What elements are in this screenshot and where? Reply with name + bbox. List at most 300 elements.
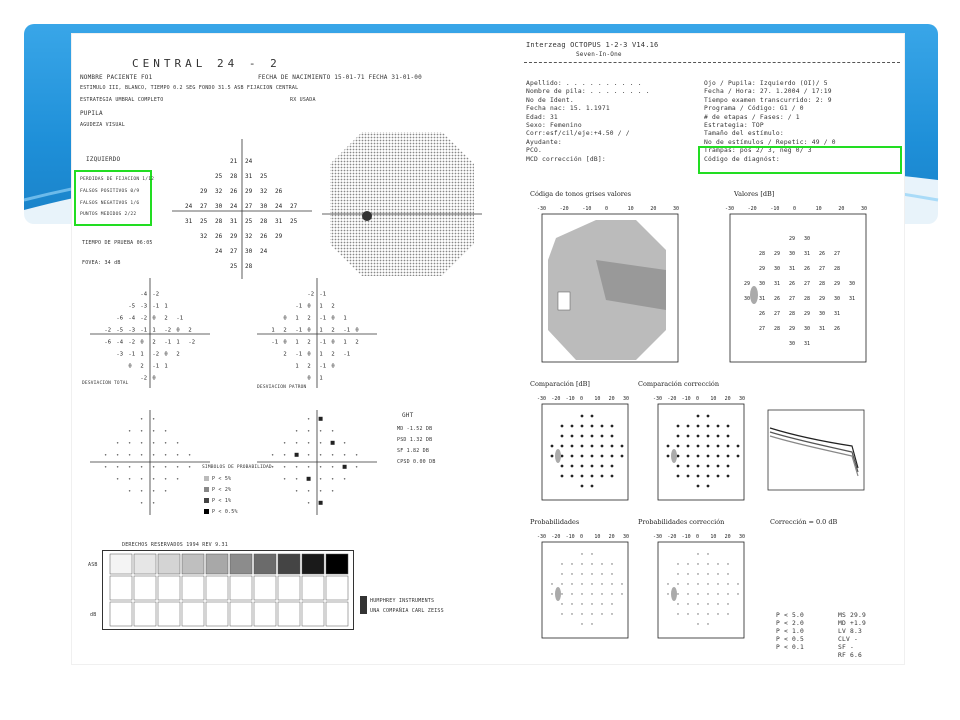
cmp-dot (581, 415, 584, 418)
prob-dot (687, 583, 688, 584)
gray-swatch (230, 554, 252, 574)
cmp-dot (561, 475, 564, 478)
value-label: 30 (744, 296, 751, 302)
cmp-dot (591, 445, 594, 448)
grid-value: 24 (275, 203, 283, 210)
prob-cell (284, 454, 286, 456)
value-label: 31 (849, 296, 856, 302)
prob-dot (677, 603, 678, 604)
grid-value: -2 (140, 375, 148, 382)
grid-value: 0 (283, 339, 287, 346)
prob-cell (308, 490, 310, 492)
grid-value: 25 (260, 173, 268, 180)
bebie-curve-plot (766, 408, 866, 494)
grid-value: 0 (152, 375, 156, 382)
strategy-line: ESTRATEGIA UMBRAL COMPLETO (80, 97, 164, 103)
grid-value: 1 (343, 315, 347, 322)
value-label: 30 (789, 251, 796, 257)
prob-cell (308, 430, 310, 432)
grid-value: 2 (331, 303, 335, 310)
grid-value: -1 (140, 327, 148, 334)
value-label: 30 (774, 266, 781, 272)
value-label: 26 (819, 251, 826, 257)
prob-cell (153, 502, 155, 504)
pattern-deviation-prob-plot (257, 410, 377, 515)
blind-spot (671, 449, 677, 463)
prob-dot (581, 613, 582, 614)
cmp-dot (697, 485, 700, 488)
grid-value: 0 (283, 315, 287, 322)
axis-tick: -30 (537, 396, 547, 402)
asb-cell (134, 576, 156, 600)
gray-swatch (134, 554, 156, 574)
grid-value: -3 (128, 327, 136, 334)
prob-cell (320, 454, 322, 456)
prob-dot (611, 593, 612, 594)
prob-cell (153, 430, 155, 432)
cmp-dot (581, 485, 584, 488)
axis-tick: 20 (838, 206, 845, 212)
prob-cell (129, 478, 131, 480)
prob-legend-1: P < 1% (212, 498, 232, 504)
cmp-dot (591, 435, 594, 438)
grid-value: 31 (245, 173, 253, 180)
cmp-dot (737, 455, 740, 458)
total-deviation-label: DESVIACION TOTAL (82, 381, 129, 386)
asb-cell (326, 576, 348, 600)
axis-tick: -20 (551, 534, 561, 540)
prob-cell (344, 478, 346, 480)
grid-value: 0 (331, 315, 335, 322)
cmp-dot (717, 455, 720, 458)
grid-value: 1 (319, 303, 323, 310)
grid-value: -2 (307, 291, 315, 298)
value-label: 30 (804, 326, 811, 332)
prob-cell (308, 442, 310, 444)
prob-cell (189, 454, 191, 456)
grid-value: -1 (152, 363, 160, 370)
grid-value: -6 (116, 315, 124, 322)
gray-swatch (182, 554, 204, 574)
value-label: 27 (774, 311, 781, 317)
prob-dot (707, 623, 708, 624)
prob-cell (308, 454, 310, 456)
prob-dot (601, 573, 602, 574)
prob-dot (727, 603, 728, 604)
grid-value: 27 (290, 203, 298, 210)
comparison-correction-plot (642, 390, 752, 508)
prob-cell (141, 502, 143, 504)
prob-dot (601, 593, 602, 594)
octopus-prob-item: P < 0.1 (776, 644, 804, 651)
value-label: 28 (759, 251, 766, 257)
prob-cell (153, 442, 155, 444)
value-label: 30 (849, 281, 856, 287)
prob-cell (284, 466, 286, 468)
prob-cell (129, 430, 131, 432)
grid-value: 21 (230, 158, 238, 165)
axis-tick: 20 (724, 534, 731, 540)
test-time: TIEMPO DE PRUEBA 06:05 (82, 240, 153, 246)
gray-swatch (206, 554, 228, 574)
axis-tick: -10 (582, 206, 592, 212)
value-label: 28 (789, 311, 796, 317)
pattern-deviation-label: DESVIACION PATRON (257, 385, 307, 390)
cmp-dot (591, 415, 594, 418)
prob-dot (581, 583, 582, 584)
cmp-dot (611, 425, 614, 428)
cmp-dot (611, 455, 614, 458)
grid-value: -6 (104, 339, 112, 346)
value-label: 29 (744, 281, 751, 287)
grid-value: -1 (319, 339, 327, 346)
prob-cell (165, 466, 167, 468)
prob-dot (561, 563, 562, 564)
asb-cell (302, 576, 324, 600)
prob-dot (581, 603, 582, 604)
grid-value: 25 (215, 173, 223, 180)
exam-field: Programa / Código: G1 / 0 (704, 105, 804, 113)
grid-value: -2 (188, 339, 196, 346)
gray-swatch (254, 554, 276, 574)
prob-dot (601, 613, 602, 614)
grid-value: 29 (245, 188, 253, 195)
probabilities-plot (526, 528, 636, 646)
prob-cell (153, 454, 155, 456)
stimuli-highlight-box (698, 146, 902, 174)
total-deviation-map (90, 278, 210, 388)
grid-value: 1 (343, 339, 347, 346)
value-label: 31 (819, 326, 826, 332)
value-label: 31 (759, 296, 766, 302)
cmp-dot (727, 435, 730, 438)
cmp-dot (677, 465, 680, 468)
cmp-dot (571, 425, 574, 428)
prob-dot (591, 553, 592, 554)
cmp-dot (707, 435, 710, 438)
prob-cell (153, 490, 155, 492)
rx-line: RX USADA (290, 97, 316, 103)
prob-cell (129, 454, 131, 456)
value-label: 27 (789, 296, 796, 302)
grid-value: 25 (290, 218, 298, 225)
prob-dot (707, 573, 708, 574)
exam-field: Código de diagnóst: (704, 155, 780, 163)
cmp-dot (591, 485, 594, 488)
prob-dot (581, 573, 582, 574)
cmp-dot (677, 455, 680, 458)
grid-value: 25 (200, 218, 208, 225)
prob-dot (697, 593, 698, 594)
eye-label: IZQUIERDO (86, 156, 121, 163)
probabilities-correction-plot (642, 528, 752, 646)
prob-cell (295, 453, 299, 457)
footer-zeiss: UNA COMPAÑIA CARL ZEISS (370, 608, 444, 614)
asb-cell (254, 576, 276, 600)
grayscale-row-db: dB (90, 612, 97, 618)
grayscale-swatches (102, 550, 354, 630)
cmp-dot (667, 445, 670, 448)
prob-cell (320, 478, 322, 480)
value-label: 31 (774, 281, 781, 287)
db-cell (134, 602, 156, 626)
prob-dot (717, 603, 718, 604)
gray-swatch (302, 554, 324, 574)
gray-swatch (110, 554, 132, 574)
cmp-dot (581, 445, 584, 448)
grid-value: 2 (331, 327, 335, 334)
value-label: 26 (834, 326, 841, 332)
prob-cell (296, 478, 298, 480)
value-label: 28 (804, 296, 811, 302)
prob-dot (611, 613, 612, 614)
prob-dot (571, 603, 572, 604)
prob-cell (272, 466, 274, 468)
cmp-dot (591, 465, 594, 468)
prob-dot (591, 613, 592, 614)
grid-value: 32 (215, 188, 223, 195)
axis-tick: 20 (724, 396, 731, 402)
comparison-title: Comparación [dB] (530, 380, 590, 388)
prob-dot (611, 573, 612, 574)
grid-value: -4 (140, 291, 148, 298)
grid-value: -1 (128, 351, 136, 358)
axis-tick: 10 (627, 206, 634, 212)
grid-value: -4 (116, 339, 124, 346)
prob-cell (165, 490, 167, 492)
prob-cell (332, 454, 334, 456)
prob-cell (308, 466, 310, 468)
cmp-dot (697, 455, 700, 458)
grid-value: -1 (176, 315, 184, 322)
db-cell (302, 602, 324, 626)
prob-dot (727, 583, 728, 584)
value-label: 28 (834, 266, 841, 272)
axis-tick: 20 (608, 396, 615, 402)
axis-tick: 30 (673, 206, 680, 212)
prob-dot (621, 593, 622, 594)
grid-value: 0 (176, 327, 180, 334)
prob-cell (177, 466, 179, 468)
gray-swatch (158, 554, 180, 574)
axis-tick: 30 (623, 534, 630, 540)
db-cell (278, 602, 300, 626)
patient-field: PCO. (526, 147, 542, 155)
cmp-dot (707, 485, 710, 488)
grid-value: -1 (343, 327, 351, 334)
correction-value: Corrección = 0.0 dB (770, 518, 838, 526)
prob-cell (331, 441, 335, 445)
prob-cell (284, 442, 286, 444)
prob-cell (356, 466, 358, 468)
octopus-stat: LV 8.3 (838, 628, 862, 635)
prob-cell (117, 442, 119, 444)
prob-dot (717, 583, 718, 584)
humphrey-title: CENTRAL 24 - 2 (132, 57, 281, 70)
prob-dot (697, 583, 698, 584)
cmp-dot (551, 445, 554, 448)
cmp-dot (581, 475, 584, 478)
exam-field: Fecha / Hora: 27. 1.2004 / 17:19 (704, 88, 832, 96)
cmp-dot (601, 445, 604, 448)
birth-date-line: FECHA DE NACIMIENTO 15-01-71 FECHA 31-01-00 (258, 74, 422, 81)
prob-cell (332, 478, 334, 480)
axis-tick: 0 (793, 206, 797, 212)
cmp-dot (687, 425, 690, 428)
cmp-dot (591, 475, 594, 478)
points-measured: PUNTOS MEDIDOS 2/22 (80, 212, 137, 217)
blind-spot (750, 286, 758, 304)
prob-dot (667, 593, 668, 594)
prob-dot (611, 583, 612, 584)
prob-dot (697, 573, 698, 574)
value-label: 30 (834, 296, 841, 302)
prob-cell (296, 430, 298, 432)
prob-cell (332, 466, 334, 468)
grid-value: 32 (260, 188, 268, 195)
prob-dot (591, 583, 592, 584)
prob-dot (727, 563, 728, 564)
grid-value: 2 (283, 351, 287, 358)
probabilities-correction-title: Probabilidades corrección (638, 518, 725, 526)
total-deviation-prob-plot (90, 410, 210, 515)
prob-dot (561, 613, 562, 614)
zeiss-logo (360, 596, 367, 614)
plot-frame (658, 404, 744, 500)
cmp-dot (717, 445, 720, 448)
cmp-dot (687, 445, 690, 448)
prob-dot (707, 593, 708, 594)
prob-dot (571, 613, 572, 614)
grid-value: 29 (200, 188, 208, 195)
prob-dot (581, 593, 582, 594)
grid-value: 29 (275, 233, 283, 240)
prob-dot (561, 583, 562, 584)
axis-tick: -30 (653, 396, 663, 402)
axis-tick: 10 (710, 396, 717, 402)
cmp-dot (737, 445, 740, 448)
grid-value: 2 (188, 327, 192, 334)
blind-spot (671, 587, 677, 601)
prob-dot (571, 573, 572, 574)
grid-value: -1 (295, 327, 303, 334)
grid-value: 1 (295, 363, 299, 370)
cmp-dot (571, 465, 574, 468)
gray-swatch (278, 554, 300, 574)
prob-cell (319, 417, 323, 421)
prob-cell (129, 490, 131, 492)
values-plot (714, 200, 874, 370)
grid-value: 30 (245, 248, 253, 255)
axis-tick: -10 (681, 534, 691, 540)
prob-dot (677, 563, 678, 564)
axis-tick: -30 (653, 534, 663, 540)
prob-dot (737, 583, 738, 584)
grid-value: -3 (116, 351, 124, 358)
grid-value: -5 (128, 303, 136, 310)
axis-tick: 0 (580, 534, 584, 540)
value-label: 31 (804, 251, 811, 257)
cmp-dot (727, 455, 730, 458)
cmp-dot (727, 445, 730, 448)
prob-dot (727, 593, 728, 594)
cmp-dot (707, 465, 710, 468)
grid-value: 31 (275, 218, 283, 225)
grid-value: 1 (271, 327, 275, 334)
grid-value: 27 (245, 203, 253, 210)
grid-value: 27 (230, 248, 238, 255)
cmp-dot (601, 425, 604, 428)
humphrey-report (72, 34, 512, 664)
cmp-dot (707, 445, 710, 448)
grid-value: 2 (307, 315, 311, 322)
axis-tick: -20 (747, 206, 757, 212)
prob-cell (332, 430, 334, 432)
prob-dot (697, 563, 698, 564)
grid-value: 29 (230, 233, 238, 240)
octopus-stat: MD +1.9 (838, 620, 866, 627)
prob-dot (687, 563, 688, 564)
probabilities-title: Probabilidades (530, 518, 580, 526)
prob-dot (727, 573, 728, 574)
cmp-dot (591, 455, 594, 458)
value-label: 27 (819, 266, 826, 272)
cmp-dot (667, 455, 670, 458)
grid-value: 0 (331, 363, 335, 370)
grid-value: 2 (176, 351, 180, 358)
grid-value: -1 (343, 351, 351, 358)
grid-value: 26 (230, 188, 238, 195)
exam-field: # de etapas / Fases: / 1 (704, 113, 800, 121)
cmp-dot (687, 435, 690, 438)
cmp-dot (611, 445, 614, 448)
prob-cell (284, 478, 286, 480)
db-cell (158, 602, 180, 626)
prob-cell (141, 466, 143, 468)
prob-dot (561, 573, 562, 574)
cmp-dot (697, 425, 700, 428)
prob-dot (707, 613, 708, 614)
grid-value: 1 (319, 351, 323, 358)
grid-value: 0 (140, 339, 144, 346)
prob-cell (165, 478, 167, 480)
octopus-prob-item: P < 1.0 (776, 628, 804, 635)
value-label: 28 (819, 281, 826, 287)
prob-cell (141, 454, 143, 456)
patient-field: Apellido: . . . . . . . . . . (526, 80, 642, 87)
prob-dot (677, 583, 678, 584)
prob-dot (687, 603, 688, 604)
exam-field: Tamaño del estímulo: (704, 130, 784, 138)
fixation-losses: PERDIDAS DE FIJACION 1/12 (80, 177, 155, 182)
prob-dot (571, 593, 572, 594)
prob-cell (141, 478, 143, 480)
cmp-dot (621, 445, 624, 448)
value-label: 30 (804, 236, 811, 242)
prob-cell (308, 502, 310, 504)
grid-value: -1 (319, 291, 327, 298)
grid-value: 1 (164, 363, 168, 370)
prob-legend-05: P < 0.5% (212, 509, 238, 515)
prob-dot (687, 573, 688, 574)
prob-cell (165, 442, 167, 444)
octopus-prob-item: P < 2.0 (776, 620, 804, 627)
prob-cell (153, 418, 155, 420)
grid-value: 2 (164, 315, 168, 322)
prob-cell (320, 466, 322, 468)
prob-dot (687, 593, 688, 594)
axis-tick: 10 (594, 534, 601, 540)
